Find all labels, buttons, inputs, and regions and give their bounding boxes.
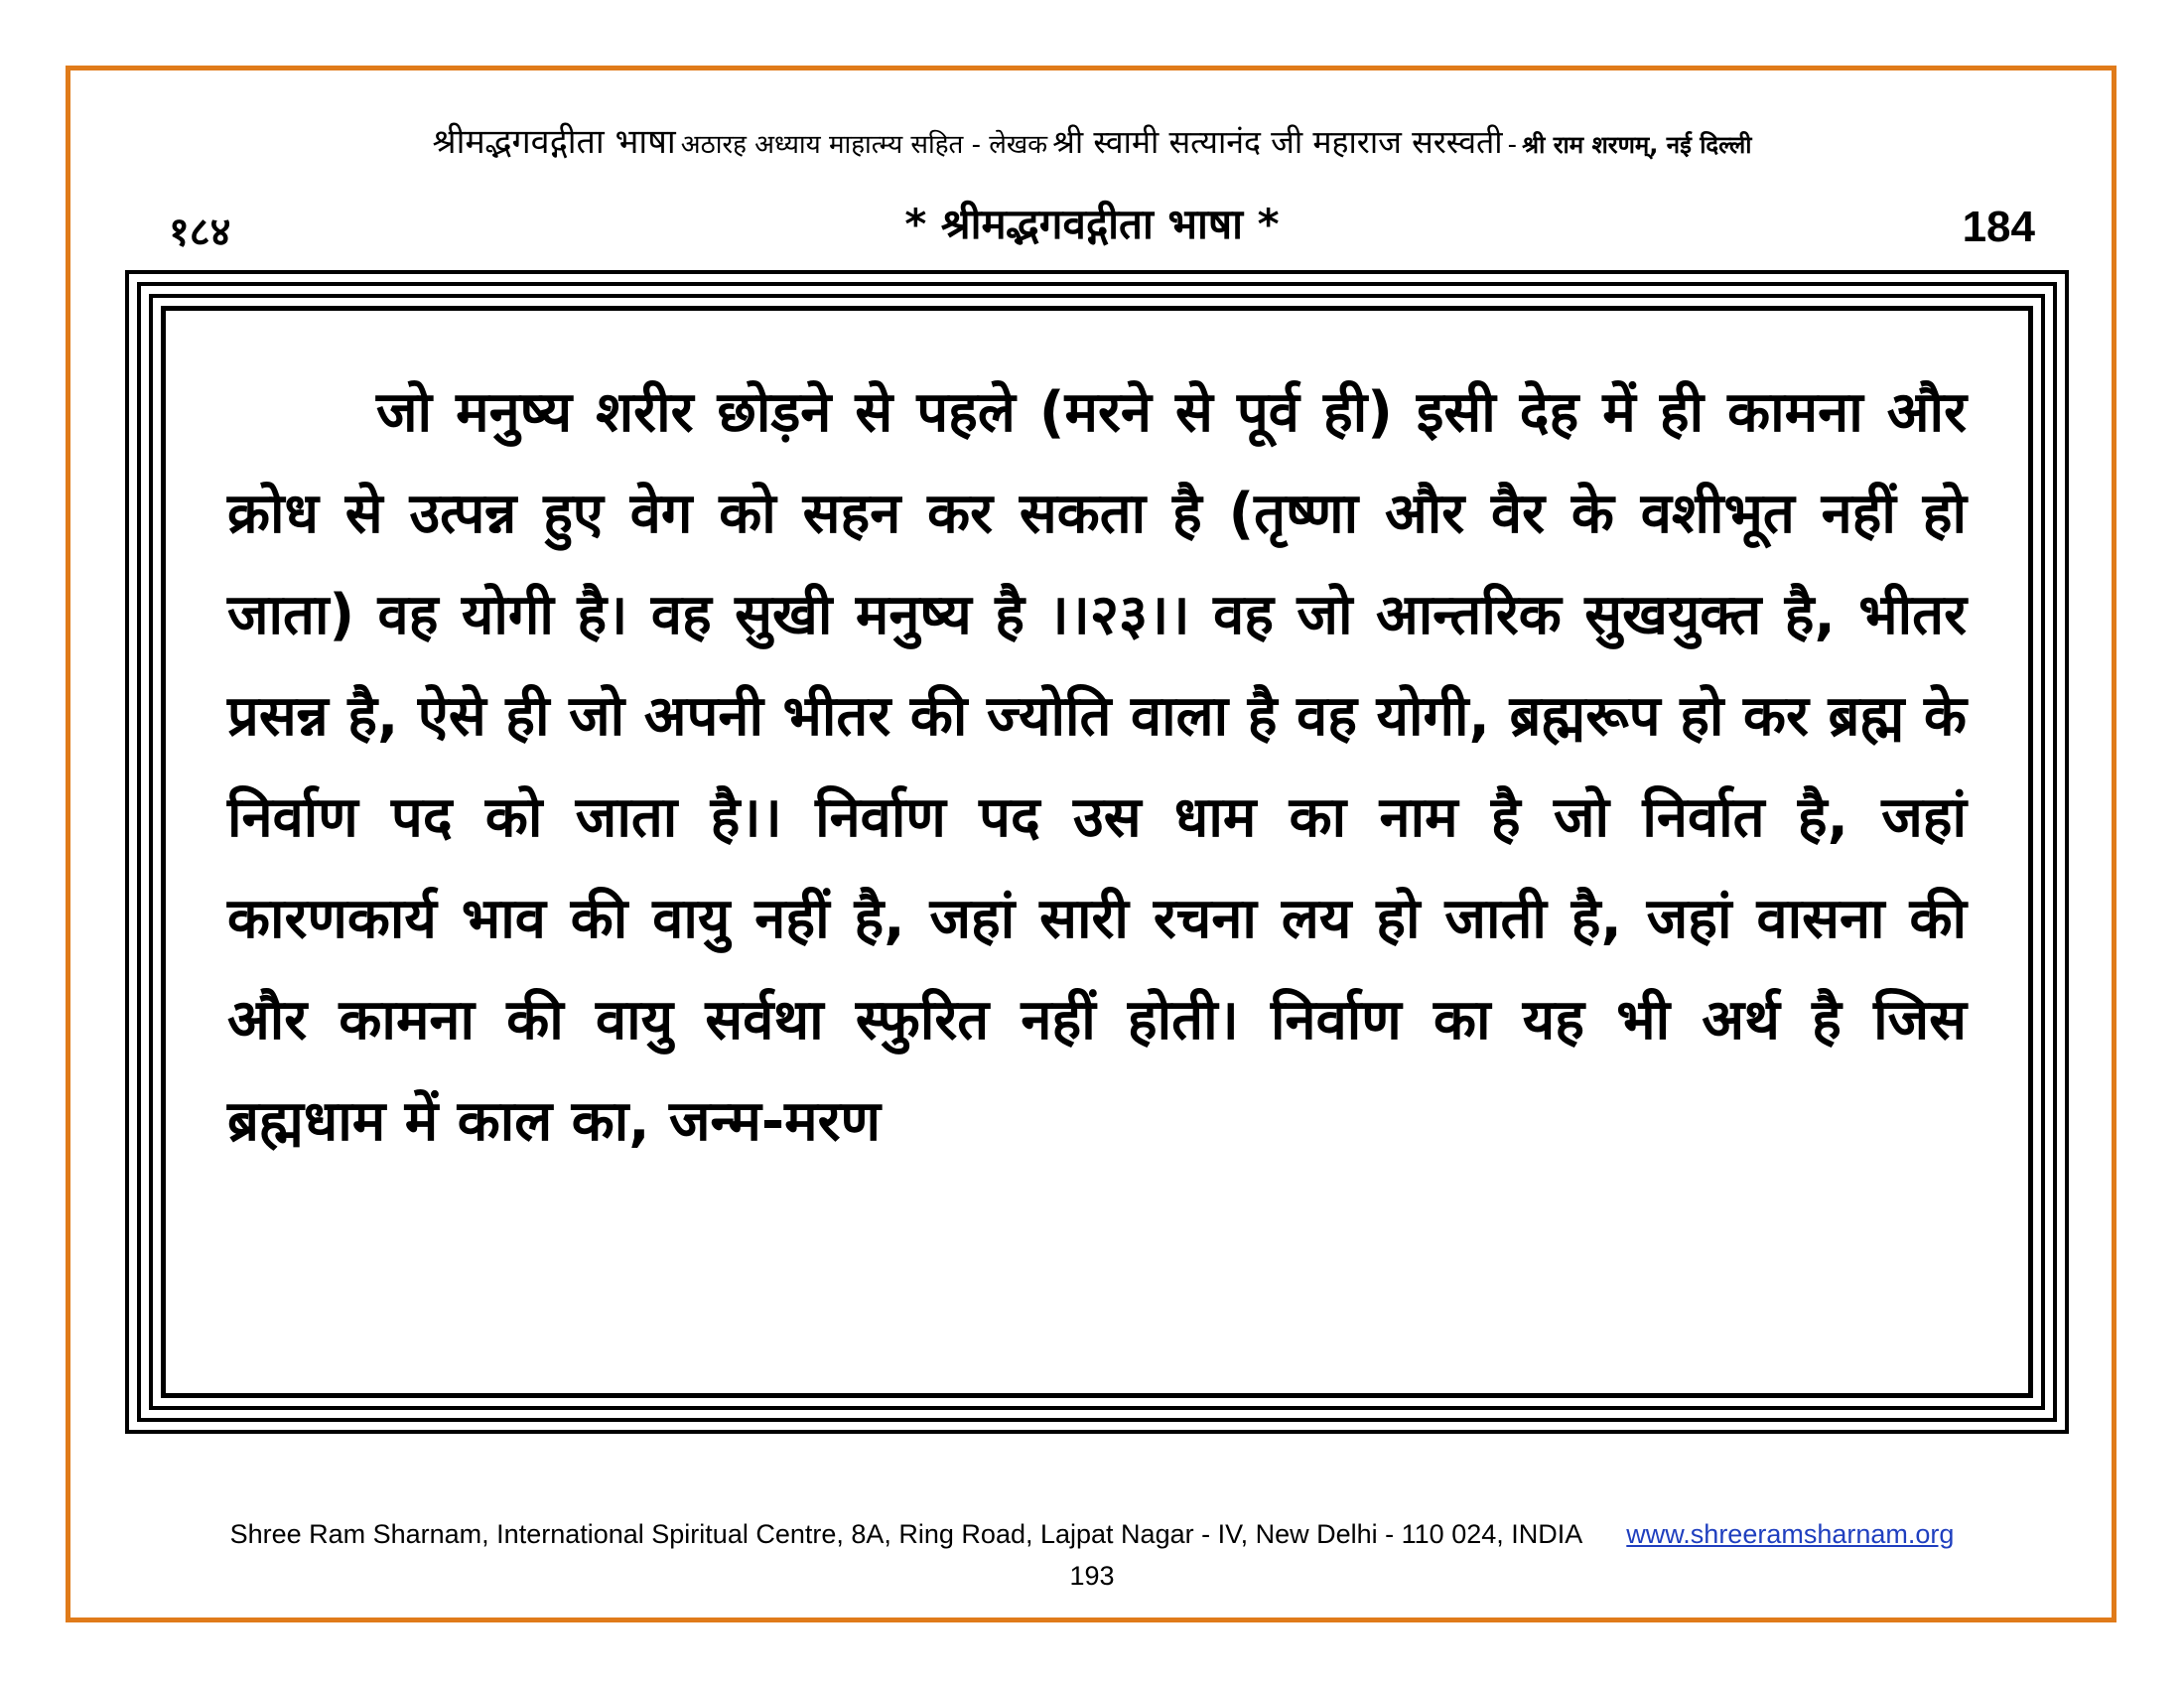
scripture-passage: जो मनुष्य शरीर छोड़ने से पहले (मरने से पूर्व ही) इसी देह में ही कामना और क्रोध से उत्पन्न हुए वेग को सहन कर सकता है (तृष्णा और वैर के वशीभूत नहीं हो जाता) वह योगी है। वह सुखी मनुष्य है ।।२३।। वह जो आन्तरिक सुखयुक्त है, भीतर प्रसन्न है, ऐसे ही जो अपनी भीतर की ज्योति वाला है वह योगी, ब्रह्मरूप हो कर ब्रह्म के निर्वाण पद को जाता है।। निर्वाण पद उस धाम का नाम है जो निर्वात है, जहां कारणकार्य भाव की वायु नहीं है, जहां सारी रचना लय हो जाती है, जहां वासना की और कामना की वायु सर्वथा स्फुरित नहीं होती। निर्वाण का यह भी अर्थ है जिस ब्रह्मधाम में काल का, जन्म-मरण — [227, 380, 1967, 1154]
book-title: * श्रीमद्भगवद्गीता भाषा * — [904, 200, 1280, 248]
website-link[interactable]: www.shreeramsharnam.org — [1626, 1519, 1955, 1549]
bordered-text-box — [125, 270, 2069, 1434]
header-author: श्री स्वामी सत्यानंद जी महाराज सरस्वती — [1052, 123, 1503, 161]
footer-address-line — [149, 1519, 2035, 1550]
footer-page-number: 193 — [1069, 1561, 1115, 1591]
header-subtitle: अठारह अध्याय माहात्म्य सहित - लेखक — [680, 130, 1048, 160]
header-publisher: श्री राम शरणम्, नई दिल्ली — [1522, 131, 1752, 159]
page-number-devanagari: १८४ — [169, 210, 231, 255]
page-number: 184 — [1962, 203, 2035, 251]
document-header — [99, 117, 2085, 163]
running-head — [149, 195, 2035, 254]
header-separator: - — [1507, 130, 1518, 160]
footer-address: Shree Ram Sharnam, International Spiritual Centre, 8A, Ring Road, Lajpat Nagar - IV, New Delhi - 110 024, INDIA — [229, 1519, 1581, 1549]
header-title: श्रीमद्भगवद्गीता भाषा — [432, 122, 676, 162]
